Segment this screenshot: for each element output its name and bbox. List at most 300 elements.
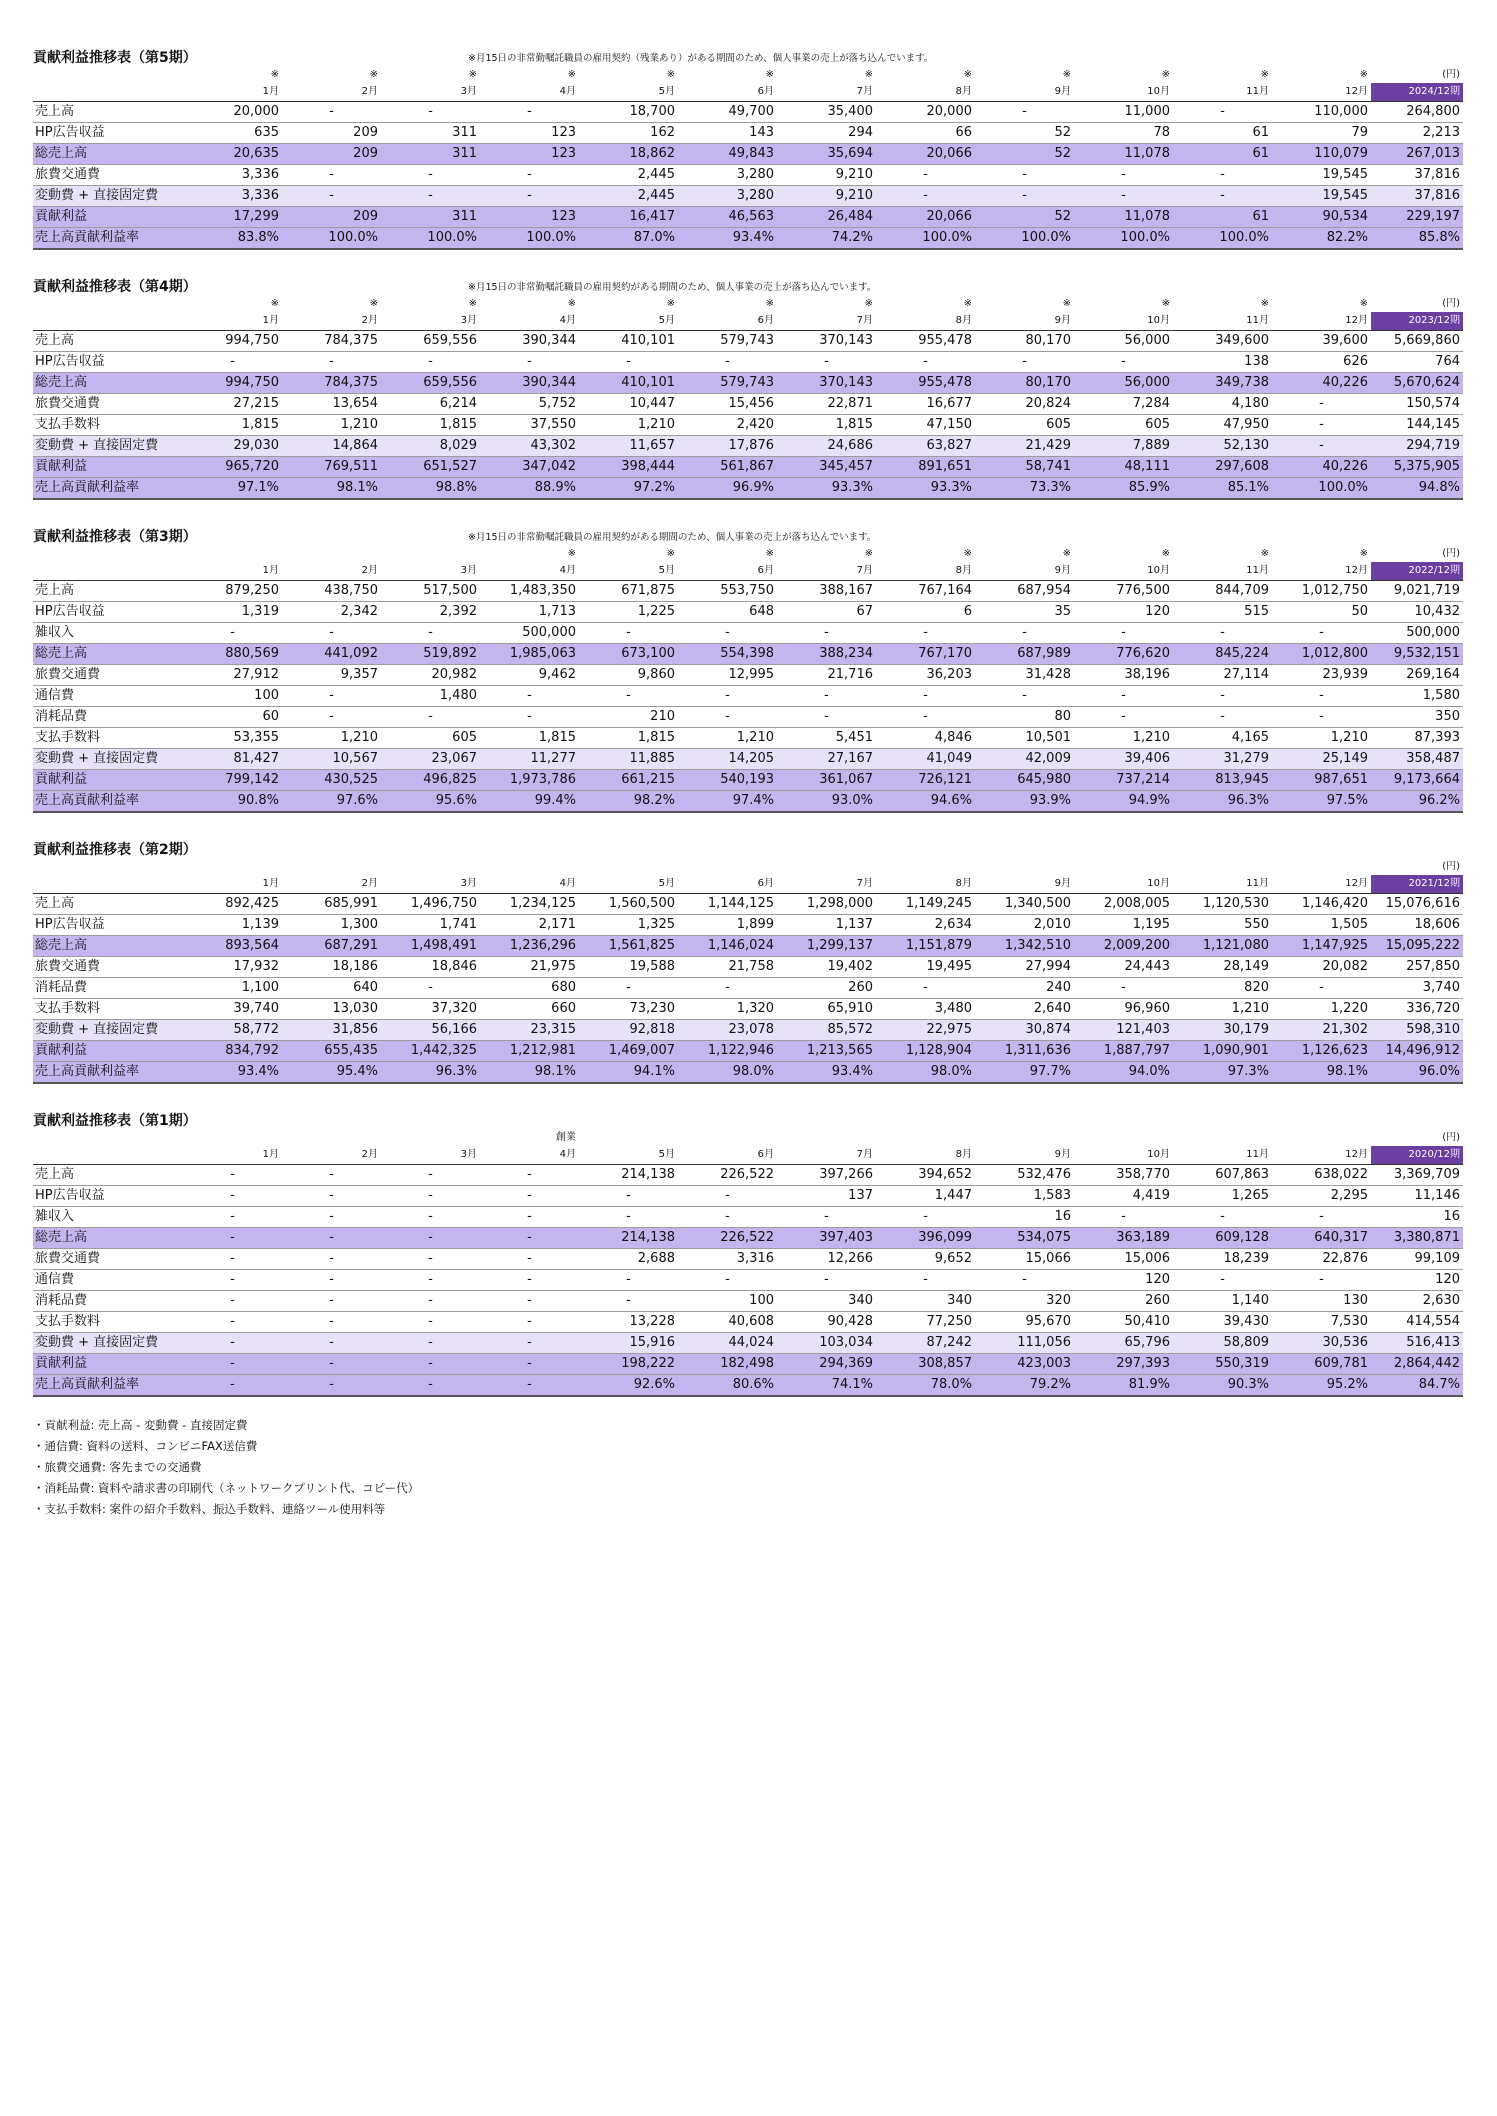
- row-label: 貢献利益: [33, 770, 183, 791]
- value-cell: 18,846: [381, 957, 480, 978]
- value-cell: 820: [1173, 978, 1272, 999]
- value-cell: 123: [480, 144, 579, 165]
- mark-cell: ※: [1260, 69, 1269, 80]
- value-cell: 1,126,623: [1272, 1041, 1371, 1062]
- total-cell: 1,580: [1371, 686, 1463, 707]
- blank-cell: [33, 562, 183, 581]
- period-header: 2024/12期: [1371, 83, 1463, 102]
- value-cell: 21,429: [975, 436, 1074, 457]
- value-cell: 370,143: [777, 373, 876, 394]
- mark-cell: [183, 859, 282, 875]
- row-label: 旅費交通費: [33, 394, 183, 415]
- value-cell: 143: [678, 123, 777, 144]
- month-header: 10月: [1074, 562, 1173, 581]
- value-cell: 532,476: [975, 1165, 1074, 1186]
- value-cell: -: [579, 623, 678, 644]
- value-cell: 100: [678, 1291, 777, 1312]
- value-cell: 14,864: [282, 436, 381, 457]
- mark-cell: [579, 1130, 678, 1146]
- value-cell: 110,000: [1272, 102, 1371, 123]
- month-header: 9月: [975, 312, 1074, 331]
- value-cell: 20,635: [183, 144, 282, 165]
- value-cell: 79.2%: [975, 1375, 1074, 1397]
- row-label: 売上高: [33, 102, 183, 123]
- value-cell: 96.9%: [678, 478, 777, 500]
- value-cell: 1,583: [975, 1186, 1074, 1207]
- value-cell: -: [678, 707, 777, 728]
- value-cell: -: [678, 1186, 777, 1207]
- month-header: 6月: [678, 312, 777, 331]
- value-cell: 2,008,005: [1074, 894, 1173, 915]
- value-cell: 48,111: [1074, 457, 1173, 478]
- month-header: 10月: [1074, 312, 1173, 331]
- mark-cell: [975, 859, 1074, 875]
- value-cell: 20,000: [876, 102, 975, 123]
- value-cell: 500,000: [480, 623, 579, 644]
- value-cell: 776,500: [1074, 581, 1173, 602]
- value-cell: 370,143: [777, 331, 876, 352]
- total-cell: 11,146: [1371, 1186, 1463, 1207]
- value-cell: 40,608: [678, 1312, 777, 1333]
- value-cell: -: [282, 686, 381, 707]
- value-cell: -: [1173, 1207, 1272, 1228]
- table-row: [33, 415, 1463, 436]
- section-note: ※月15日の非常勤嘱託職員の雇用契約がある期間のため、個人事業の売上が落ち込んでいます。: [468, 532, 877, 543]
- table-row: [33, 457, 1463, 478]
- value-cell: 880,569: [183, 644, 282, 665]
- month-header: 10月: [1074, 1146, 1173, 1165]
- mark-cell: [876, 859, 975, 875]
- total-cell: 9,173,664: [1371, 770, 1463, 791]
- value-cell: 1,151,879: [876, 936, 975, 957]
- value-cell: 42,009: [975, 749, 1074, 770]
- total-cell: 764: [1371, 352, 1463, 373]
- value-cell: 987,651: [1272, 770, 1371, 791]
- profit-table: [33, 67, 1463, 250]
- value-cell: -: [381, 1375, 480, 1397]
- mark-cell: ※: [270, 298, 279, 309]
- value-cell: 52,130: [1173, 436, 1272, 457]
- value-cell: 6: [876, 602, 975, 623]
- value-cell: 58,809: [1173, 1333, 1272, 1354]
- mark-cell: [975, 1130, 1074, 1146]
- mark-cell: [381, 859, 480, 875]
- total-cell: 9,532,151: [1371, 644, 1463, 665]
- row-label: 通信費: [33, 1270, 183, 1291]
- value-cell: 1,265: [1173, 1186, 1272, 1207]
- value-cell: 100.0%: [381, 228, 480, 250]
- value-cell: 96,960: [1074, 999, 1173, 1020]
- table-row: [33, 1312, 1463, 1333]
- value-cell: -: [183, 1333, 282, 1354]
- row-label: 支払手数料: [33, 999, 183, 1020]
- value-cell: 23,939: [1272, 665, 1371, 686]
- value-cell: -: [1173, 102, 1272, 123]
- row-label: 変動費 + 直接固定費: [33, 1020, 183, 1041]
- total-cell: 37,816: [1371, 186, 1463, 207]
- value-cell: 955,478: [876, 331, 975, 352]
- value-cell: -: [183, 1207, 282, 1228]
- mark-cell: ※: [1161, 548, 1170, 559]
- month-header: 2月: [282, 562, 381, 581]
- mark-cell: [876, 1130, 975, 1146]
- month-header: 7月: [777, 83, 876, 102]
- value-cell: 1,985,063: [480, 644, 579, 665]
- value-cell: 35,400: [777, 102, 876, 123]
- value-cell: 496,825: [381, 770, 480, 791]
- value-cell: 297,393: [1074, 1354, 1173, 1375]
- value-cell: -: [282, 165, 381, 186]
- value-cell: -: [1272, 1270, 1371, 1291]
- section-note: ※月15日の非常勤嘱託職員の雇用契約がある期間のため、個人事業の売上が落ち込んでいます。: [468, 282, 877, 293]
- value-cell: 182,498: [678, 1354, 777, 1375]
- month-header: 6月: [678, 83, 777, 102]
- value-cell: -: [678, 1270, 777, 1291]
- value-cell: 96.3%: [1173, 791, 1272, 813]
- value-cell: -: [480, 165, 579, 186]
- value-cell: -: [480, 1333, 579, 1354]
- value-cell: 685,991: [282, 894, 381, 915]
- value-cell: -: [480, 1354, 579, 1375]
- value-cell: 83.8%: [183, 228, 282, 250]
- mark-cell: ※: [963, 298, 972, 309]
- value-cell: 93.9%: [975, 791, 1074, 813]
- note-line: ・通信費: 資料の送料、コンビニFAX送信費: [33, 1439, 258, 1453]
- value-cell: 87.0%: [579, 228, 678, 250]
- value-cell: 95.6%: [381, 791, 480, 813]
- month-header: 8月: [876, 562, 975, 581]
- month-header-row: [33, 875, 1463, 894]
- value-cell: 1,220: [1272, 999, 1371, 1020]
- mark-cell: ※: [567, 548, 576, 559]
- value-cell: 423,003: [975, 1354, 1074, 1375]
- table-row: [33, 644, 1463, 665]
- value-cell: 100.0%: [480, 228, 579, 250]
- month-header: 1月: [183, 312, 282, 331]
- value-cell: 60: [183, 707, 282, 728]
- value-cell: 19,588: [579, 957, 678, 978]
- mark-cell: [183, 1130, 282, 1146]
- value-cell: 123: [480, 207, 579, 228]
- value-cell: -: [1272, 415, 1371, 436]
- value-cell: 24,686: [777, 436, 876, 457]
- total-cell: 5,669,860: [1371, 331, 1463, 352]
- value-cell: 65,910: [777, 999, 876, 1020]
- row-label: 総売上高: [33, 1228, 183, 1249]
- month-header: 4月: [480, 562, 579, 581]
- month-header: 1月: [183, 1146, 282, 1165]
- value-cell: 3,336: [183, 165, 282, 186]
- value-cell: -: [678, 352, 777, 373]
- value-cell: 1,496,750: [381, 894, 480, 915]
- value-cell: -: [1272, 978, 1371, 999]
- value-cell: 100.0%: [975, 228, 1074, 250]
- value-cell: 9,357: [282, 665, 381, 686]
- value-cell: 15,456: [678, 394, 777, 415]
- value-cell: 130: [1272, 1291, 1371, 1312]
- month-header: 11月: [1173, 312, 1272, 331]
- month-header: 12月: [1272, 875, 1371, 894]
- value-cell: 15,916: [579, 1333, 678, 1354]
- value-cell: 123: [480, 123, 579, 144]
- value-cell: -: [282, 352, 381, 373]
- value-cell: 41,049: [876, 749, 975, 770]
- value-cell: 90,534: [1272, 207, 1371, 228]
- value-cell: 74.1%: [777, 1375, 876, 1397]
- value-cell: 1,146,420: [1272, 894, 1371, 915]
- value-cell: 120: [1074, 1270, 1173, 1291]
- blank-cell: [33, 1130, 183, 1146]
- profit-table: [33, 546, 1463, 813]
- value-cell: 96.3%: [381, 1062, 480, 1084]
- value-cell: 58,772: [183, 1020, 282, 1041]
- note-line: ・消耗品費: 資料や請求書の印刷代（ネットワークプリント代、コピー代）: [33, 1481, 420, 1495]
- value-cell: -: [1074, 352, 1173, 373]
- mark-cell: [183, 546, 282, 562]
- value-cell: 19,545: [1272, 186, 1371, 207]
- value-cell: -: [975, 352, 1074, 373]
- value-cell: -: [1272, 623, 1371, 644]
- value-cell: -: [183, 1291, 282, 1312]
- total-cell: 264,800: [1371, 102, 1463, 123]
- row-label: 旅費交通費: [33, 665, 183, 686]
- value-cell: 10,447: [579, 394, 678, 415]
- value-cell: 121,403: [1074, 1020, 1173, 1041]
- value-cell: 1,342,510: [975, 936, 1074, 957]
- value-cell: 605: [381, 728, 480, 749]
- value-cell: 11,078: [1074, 207, 1173, 228]
- period-header: 2023/12期: [1371, 312, 1463, 331]
- value-cell: 540,193: [678, 770, 777, 791]
- month-header-row: [33, 83, 1463, 102]
- table-row: [33, 978, 1463, 999]
- value-cell: 1,483,350: [480, 581, 579, 602]
- value-cell: 61: [1173, 207, 1272, 228]
- value-cell: -: [876, 978, 975, 999]
- value-cell: 100: [183, 686, 282, 707]
- value-cell: -: [183, 1228, 282, 1249]
- mark-cell: ※: [765, 69, 774, 80]
- value-cell: 16,417: [579, 207, 678, 228]
- value-cell: 1,713: [480, 602, 579, 623]
- value-cell: 767,164: [876, 581, 975, 602]
- section-header: [33, 839, 1463, 859]
- section-4: [33, 839, 1463, 1084]
- mark-row: [33, 67, 1463, 83]
- value-cell: -: [678, 1207, 777, 1228]
- table-row: [33, 123, 1463, 144]
- value-cell: -: [282, 1270, 381, 1291]
- value-cell: 38,196: [1074, 665, 1173, 686]
- value-cell: 22,871: [777, 394, 876, 415]
- value-cell: 87,242: [876, 1333, 975, 1354]
- row-label: 総売上高: [33, 373, 183, 394]
- value-cell: 47,150: [876, 415, 975, 436]
- value-cell: 892,425: [183, 894, 282, 915]
- section-5: [33, 1110, 1463, 1397]
- value-cell: -: [480, 1375, 579, 1397]
- value-cell: -: [282, 1165, 381, 1186]
- value-cell: 4,846: [876, 728, 975, 749]
- value-cell: 645,980: [975, 770, 1074, 791]
- value-cell: 358,770: [1074, 1165, 1173, 1186]
- value-cell: 1,311,636: [975, 1041, 1074, 1062]
- value-cell: 388,167: [777, 581, 876, 602]
- mark-cell: ※: [666, 548, 675, 559]
- total-cell: 229,197: [1371, 207, 1463, 228]
- table-row: [33, 749, 1463, 770]
- value-cell: 58,741: [975, 457, 1074, 478]
- value-cell: 891,651: [876, 457, 975, 478]
- value-cell: 3,480: [876, 999, 975, 1020]
- mark-cell: 創業: [556, 1132, 576, 1143]
- value-cell: 1,213,565: [777, 1041, 876, 1062]
- table-row: [33, 1375, 1463, 1397]
- table-row: [33, 1249, 1463, 1270]
- value-cell: -: [876, 707, 975, 728]
- value-cell: 1,121,080: [1173, 936, 1272, 957]
- value-cell: 3,336: [183, 186, 282, 207]
- value-cell: 98.0%: [678, 1062, 777, 1084]
- value-cell: 680: [480, 978, 579, 999]
- value-cell: 17,299: [183, 207, 282, 228]
- value-cell: -: [183, 1312, 282, 1333]
- value-cell: -: [480, 1165, 579, 1186]
- row-label: HP広告収益: [33, 352, 183, 373]
- value-cell: 29,030: [183, 436, 282, 457]
- row-label: 売上高: [33, 894, 183, 915]
- value-cell: -: [579, 1207, 678, 1228]
- value-cell: 844,709: [1173, 581, 1272, 602]
- month-header: 3月: [381, 1146, 480, 1165]
- value-cell: 1,210: [678, 728, 777, 749]
- value-cell: 1,299,137: [777, 936, 876, 957]
- value-cell: 80,170: [975, 331, 1074, 352]
- mark-cell: ※: [468, 69, 477, 80]
- mark-cell: [1074, 1130, 1173, 1146]
- value-cell: -: [480, 1186, 579, 1207]
- value-cell: 1,210: [1173, 999, 1272, 1020]
- value-cell: 52: [975, 144, 1074, 165]
- total-cell: 99,109: [1371, 1249, 1463, 1270]
- total-cell: 414,554: [1371, 1312, 1463, 1333]
- total-cell: 598,310: [1371, 1020, 1463, 1041]
- total-cell: 3,380,871: [1371, 1228, 1463, 1249]
- row-label: HP広告収益: [33, 915, 183, 936]
- value-cell: 52: [975, 207, 1074, 228]
- total-cell: 257,850: [1371, 957, 1463, 978]
- mark-cell: ※: [567, 69, 576, 80]
- value-cell: 209: [282, 207, 381, 228]
- value-cell: 95.4%: [282, 1062, 381, 1084]
- value-cell: 214,138: [579, 1165, 678, 1186]
- value-cell: 98.1%: [1272, 1062, 1371, 1084]
- value-cell: 390,344: [480, 331, 579, 352]
- value-cell: 320: [975, 1291, 1074, 1312]
- value-cell: 20,982: [381, 665, 480, 686]
- value-cell: 784,375: [282, 331, 381, 352]
- value-cell: 1,210: [282, 728, 381, 749]
- mark-cell: ※: [1260, 298, 1269, 309]
- value-cell: -: [975, 186, 1074, 207]
- section-title: 貢献利益推移表（第2期）: [33, 842, 197, 858]
- total-cell: 5,375,905: [1371, 457, 1463, 478]
- mark-cell: [1173, 1130, 1272, 1146]
- month-header: 1月: [183, 562, 282, 581]
- value-cell: 22,975: [876, 1020, 975, 1041]
- value-cell: 39,430: [1173, 1312, 1272, 1333]
- value-cell: 550: [1173, 915, 1272, 936]
- value-cell: 20,000: [183, 102, 282, 123]
- value-cell: 260: [777, 978, 876, 999]
- value-cell: 1,505: [1272, 915, 1371, 936]
- sections-container: [33, 47, 1463, 1397]
- month-header: 4月: [480, 875, 579, 894]
- value-cell: 20,066: [876, 207, 975, 228]
- table-row: [33, 352, 1463, 373]
- value-cell: -: [282, 623, 381, 644]
- value-cell: 40,226: [1272, 457, 1371, 478]
- value-cell: 410,101: [579, 331, 678, 352]
- value-cell: 93.0%: [777, 791, 876, 813]
- row-label: 雑収入: [33, 623, 183, 644]
- value-cell: -: [1074, 686, 1173, 707]
- table-row: [33, 581, 1463, 602]
- value-cell: 441,092: [282, 644, 381, 665]
- value-cell: -: [480, 102, 579, 123]
- month-header: 4月: [480, 83, 579, 102]
- month-header: 6月: [678, 562, 777, 581]
- total-cell: 2,630: [1371, 1291, 1463, 1312]
- value-cell: 609,781: [1272, 1354, 1371, 1375]
- value-cell: -: [381, 102, 480, 123]
- value-cell: 1,120,530: [1173, 894, 1272, 915]
- value-cell: 2,009,200: [1074, 936, 1173, 957]
- table-row: [33, 1354, 1463, 1375]
- table-row: [33, 478, 1463, 500]
- total-cell: 150,574: [1371, 394, 1463, 415]
- value-cell: 1,480: [381, 686, 480, 707]
- value-cell: 15,066: [975, 1249, 1074, 1270]
- unit-label: (円): [1442, 298, 1460, 309]
- value-cell: -: [183, 1375, 282, 1397]
- value-cell: 37,320: [381, 999, 480, 1020]
- value-cell: 671,875: [579, 581, 678, 602]
- row-label: 消耗品費: [33, 707, 183, 728]
- value-cell: 93.3%: [777, 478, 876, 500]
- value-cell: 515: [1173, 602, 1272, 623]
- mark-cell: [381, 1130, 480, 1146]
- value-cell: -: [579, 352, 678, 373]
- table-row: [33, 1291, 1463, 1312]
- table-row: [33, 144, 1463, 165]
- value-cell: 1,899: [678, 915, 777, 936]
- table-row: [33, 791, 1463, 813]
- value-cell: -: [480, 1312, 579, 1333]
- month-header: 4月: [480, 312, 579, 331]
- value-cell: 660: [480, 999, 579, 1020]
- total-cell: 267,013: [1371, 144, 1463, 165]
- mark-cell: ※: [1062, 69, 1071, 80]
- value-cell: 10,567: [282, 749, 381, 770]
- value-cell: 1,741: [381, 915, 480, 936]
- row-label: 売上高: [33, 1165, 183, 1186]
- value-cell: -: [876, 686, 975, 707]
- value-cell: 7,530: [1272, 1312, 1371, 1333]
- value-cell: 349,738: [1173, 373, 1272, 394]
- value-cell: -: [579, 686, 678, 707]
- profit-table: [33, 859, 1463, 1084]
